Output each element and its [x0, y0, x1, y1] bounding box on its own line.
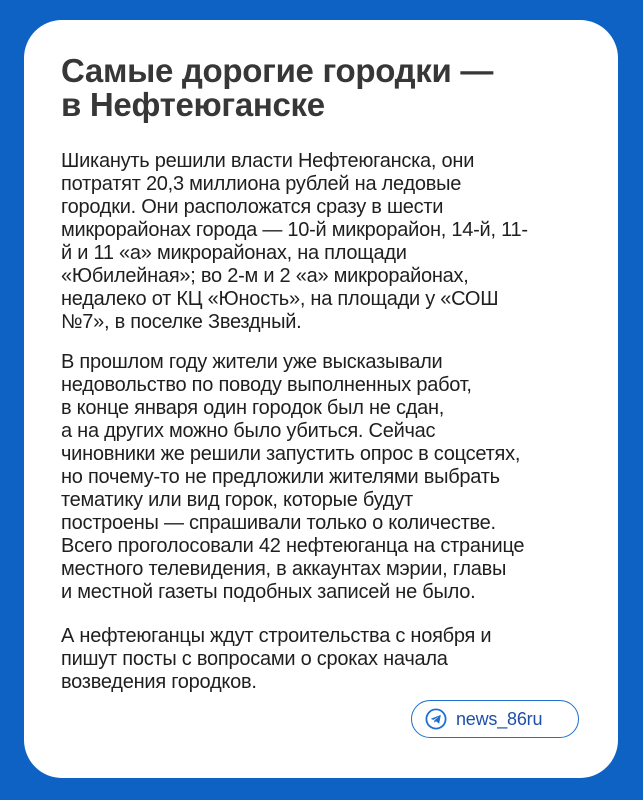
channel-handle: news_86ru — [456, 708, 543, 729]
text-line: пишут посты с вопросами о сроках начала — [61, 648, 448, 670]
text-line: городки. Они расположатся сразу в шести — [61, 196, 444, 218]
text-line: №7», в поселке Звездный. — [61, 311, 302, 333]
text-line: Шикануть решили власти Нефтеюганска, они — [61, 150, 475, 172]
text-line: Всего проголосовали 42 нефтеюганца на странице — [61, 535, 525, 557]
text-line: местного телевидения, в аккаунтах мэрии, главы — [61, 558, 507, 580]
article-title — [61, 54, 591, 122]
title-line: Самые дорогие городки — — [61, 52, 494, 89]
text-line: тематику или вид горок, которые будут — [61, 489, 413, 511]
text-line: й и 11 «а» микрорайонах, на площади — [61, 242, 407, 264]
text-line: потратят 20,3 миллиона рублей на ледовые — [61, 173, 462, 195]
text-line: В прошлом году жители уже высказывали — [61, 351, 443, 373]
text-line: а на других можно было убиться. Сейчас — [61, 420, 436, 442]
text-line: «Юбилейная»; во 2-м и 2 «а» микрорайонах, — [61, 265, 469, 287]
text-line: построены — спрашивали только о количестве. — [61, 512, 496, 534]
paragraph-3 — [61, 625, 601, 694]
text-line: микрорайонах города — 10-й микрорайон, 14-й, 11- — [61, 219, 528, 241]
text-line: но почему-то не предложили жителями выбрать — [61, 466, 500, 488]
text-line: А нефтеюганцы ждут строительства с ноября и — [61, 625, 492, 647]
paragraph-2 — [61, 351, 601, 604]
text-line: недовольство по поводу выполненных работ, — [61, 374, 472, 396]
text-line: в конце января один городок был не сдан, — [61, 397, 445, 419]
source-channel-link[interactable] — [411, 700, 579, 738]
text-line: недалеко от КЦ «Юность», на площади у «СОШ — [61, 288, 499, 310]
text-line: и местной газеты подобных записей не было. — [61, 581, 476, 603]
text-line: чиновники же решили запустить опрос в соцсетях, — [61, 443, 521, 465]
article-card — [24, 20, 618, 778]
paragraph-1 — [61, 150, 601, 334]
text-line: возведения городков. — [61, 671, 257, 693]
title-line: в Нефтеюганске — [61, 86, 325, 123]
telegram-icon — [425, 708, 447, 730]
